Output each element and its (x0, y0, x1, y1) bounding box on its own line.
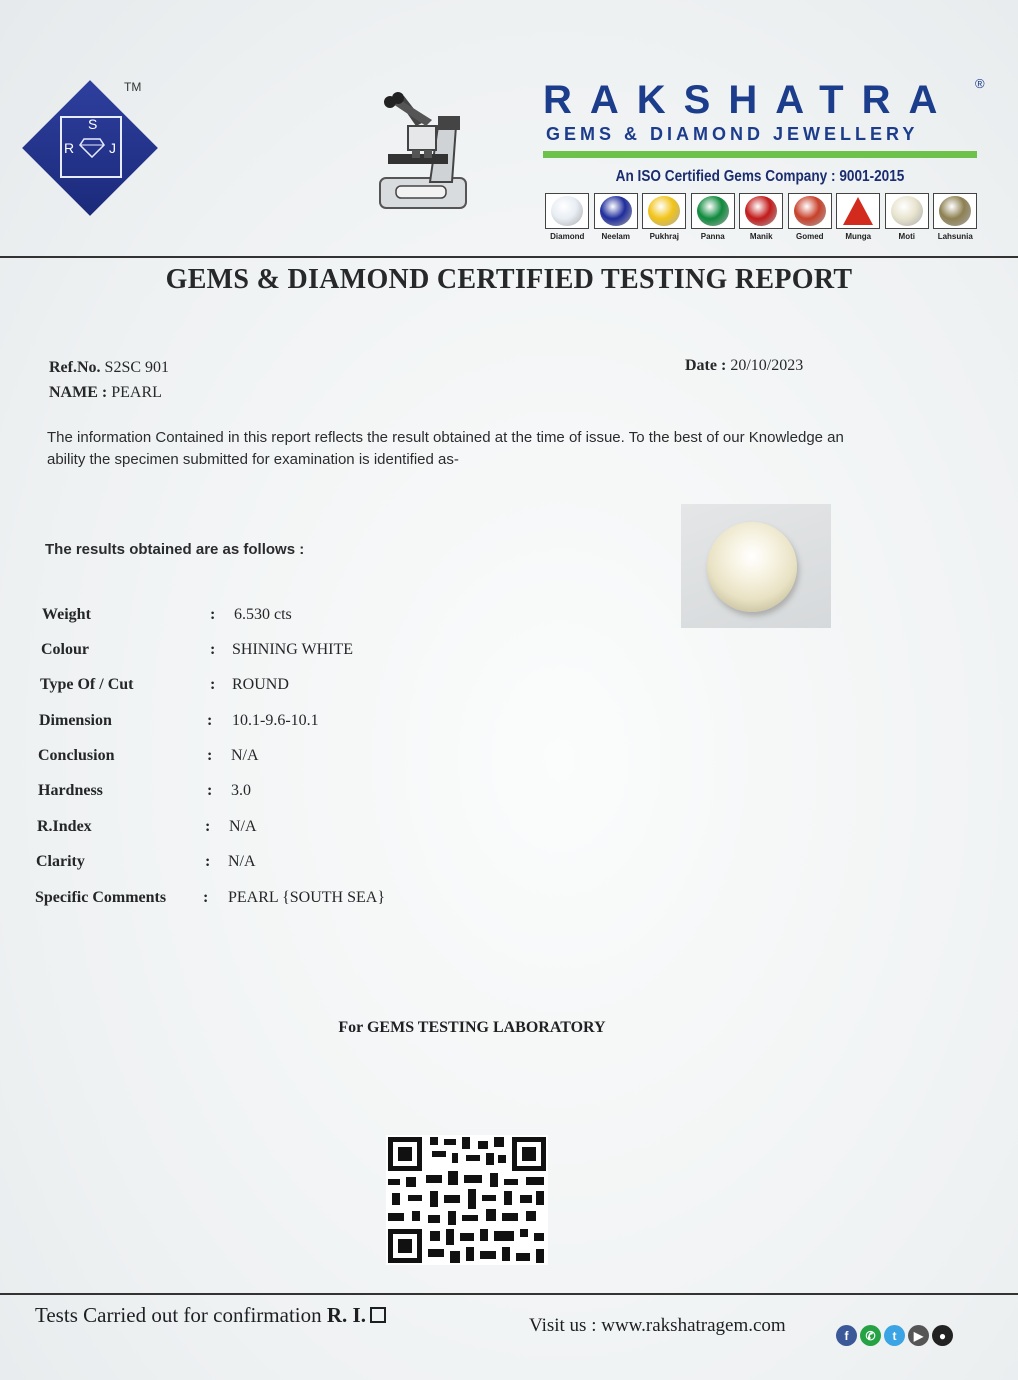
gem-item (689, 193, 738, 245)
spec-label: Specific Comments (35, 889, 167, 906)
gem-swatch (788, 193, 832, 229)
gem-icon (648, 196, 680, 226)
spec-colon: : (210, 641, 216, 658)
spec-row (40, 676, 460, 700)
gem-icon (551, 196, 583, 226)
logo-letters (60, 116, 122, 178)
gem-label: Munga (845, 232, 872, 241)
spec-value: N/A (231, 747, 259, 764)
brand-divider (543, 151, 977, 158)
spec-colon: : (205, 853, 211, 870)
spec-label: Weight (42, 606, 91, 623)
spec-row (41, 641, 461, 665)
spec-label: Hardness (38, 782, 103, 799)
ref-label: Ref.No. (49, 359, 101, 376)
gem-label: Moti (898, 232, 915, 241)
spec-value: 6.530 cts (234, 606, 292, 623)
spec-label: Clarity (36, 853, 85, 870)
spec-row (37, 818, 457, 842)
spec-colon: : (207, 747, 213, 764)
spec-colon: : (210, 606, 216, 623)
diamond-icon (79, 138, 105, 158)
spec-row (38, 782, 458, 806)
spec-label: Conclusion (38, 747, 115, 764)
gem-label: Diamond (550, 232, 585, 241)
gem-label: Manik (749, 232, 773, 241)
name-label: NAME : (49, 384, 108, 401)
gem-label: Neelam (601, 232, 630, 241)
trademark-mark: TM (124, 80, 142, 94)
gem-swatch (836, 193, 880, 229)
playstore-icon[interactable]: ▶ (908, 1325, 929, 1346)
logo-letter-r: R (64, 140, 75, 156)
intro-paragraph: The information Contained in this report reflects the result obtained at the time of issue. To the best of our Knowledge an ability the specimen submitted for examination is identified as- (47, 429, 844, 468)
gem-item (737, 193, 786, 245)
gem-swatch (885, 193, 929, 229)
spec-value: 3.0 (231, 782, 251, 799)
gem-item (592, 193, 641, 245)
gem-item (786, 193, 835, 245)
spec-label: Type Of / Cut (40, 676, 134, 693)
spec-value: 10.1-9.6-10.1 (232, 712, 319, 729)
spec-label: Dimension (39, 712, 112, 729)
brand-tagline: GEMS & DIAMOND JEWELLERY (546, 124, 919, 144)
appstore-icon[interactable]: ● (932, 1325, 953, 1346)
brand-block (543, 78, 993, 186)
spec-label: R.Index (37, 818, 92, 835)
gem-label: Gomed (795, 232, 824, 241)
gem-swatch (933, 193, 977, 229)
gem-label: Lahsunia (937, 232, 973, 241)
footer-confirmation (35, 1303, 386, 1328)
gem-icon (891, 196, 923, 226)
pearl-image (707, 522, 797, 612)
microscope-icon (368, 86, 478, 216)
srj-logo (22, 80, 162, 220)
spec-value: N/A (229, 818, 257, 835)
specimen-photo (681, 504, 831, 628)
gem-item (834, 193, 883, 245)
footer-divider (0, 1293, 1018, 1295)
ref-value: S2SC 901 (104, 359, 170, 376)
header-divider (0, 256, 1018, 258)
spec-colon: : (210, 676, 216, 693)
gem-icon (794, 196, 826, 226)
gem-label: Panna (700, 232, 725, 241)
spec-colon: : (207, 782, 213, 799)
gem-swatch (594, 193, 638, 229)
report-title: GEMS & DIAMOND CERTIFIED TESTING REPORT (165, 264, 853, 295)
gem-item (931, 193, 980, 245)
gem-strip (543, 193, 983, 245)
lab-signature-line: For GEMS TESTING LABORATORY (338, 1019, 606, 1036)
gem-icon (843, 197, 873, 225)
gem-item (883, 193, 932, 245)
confirmation-text: Tests Carried out for confirmation (35, 1303, 322, 1327)
gem-icon (745, 196, 777, 226)
spec-value: N/A (228, 853, 256, 870)
gem-item (543, 193, 592, 245)
facebook-icon[interactable]: f (836, 1325, 857, 1346)
gem-swatch (545, 193, 589, 229)
gem-swatch (739, 193, 783, 229)
logo-letter-j: J (109, 140, 116, 156)
spec-colon: : (205, 818, 211, 835)
rio-checkbox (370, 1307, 386, 1323)
date-value: 20/10/2023 (730, 357, 804, 374)
gem-swatch (691, 193, 735, 229)
gem-icon (600, 196, 632, 226)
twitter-icon[interactable]: t (884, 1325, 905, 1346)
gem-icon (939, 196, 971, 226)
date-label: Date : (685, 357, 727, 374)
spec-value: SHINING WHITE (232, 641, 354, 658)
website-link[interactable]: Visit us : www.rakshatragem.com (529, 1315, 786, 1336)
spec-value: PEARL {SOUTH SEA} (228, 889, 385, 906)
report-date (685, 357, 803, 375)
spec-label: Colour (41, 641, 89, 658)
spec-colon: : (207, 712, 213, 729)
whatsapp-icon[interactable]: ✆ (860, 1325, 881, 1346)
results-heading: The results obtained are as follows : (45, 541, 305, 558)
brand-name: RAKSHATRA (543, 78, 956, 122)
ref-number (49, 359, 169, 377)
spec-row (36, 853, 456, 877)
spec-row (35, 889, 455, 913)
social-icons (836, 1325, 953, 1346)
spec-value: ROUND (232, 676, 289, 693)
qr-code (386, 1135, 548, 1265)
gem-item (640, 193, 689, 245)
logo-letter-s: S (88, 116, 98, 132)
spec-row (38, 747, 458, 771)
gem-icon (697, 196, 729, 226)
rio-label: R. I. (326, 1303, 366, 1327)
spec-row (39, 712, 459, 736)
specimen-name (49, 384, 162, 402)
gem-label: Pukhraj (649, 232, 679, 241)
spec-row (42, 606, 462, 630)
iso-certification: An ISO Certified Gems Company : 9001-2015 (615, 168, 905, 185)
registered-mark: ® (975, 76, 985, 91)
spec-colon: : (203, 889, 209, 906)
name-value: PEARL (111, 384, 162, 401)
gem-swatch (642, 193, 686, 229)
